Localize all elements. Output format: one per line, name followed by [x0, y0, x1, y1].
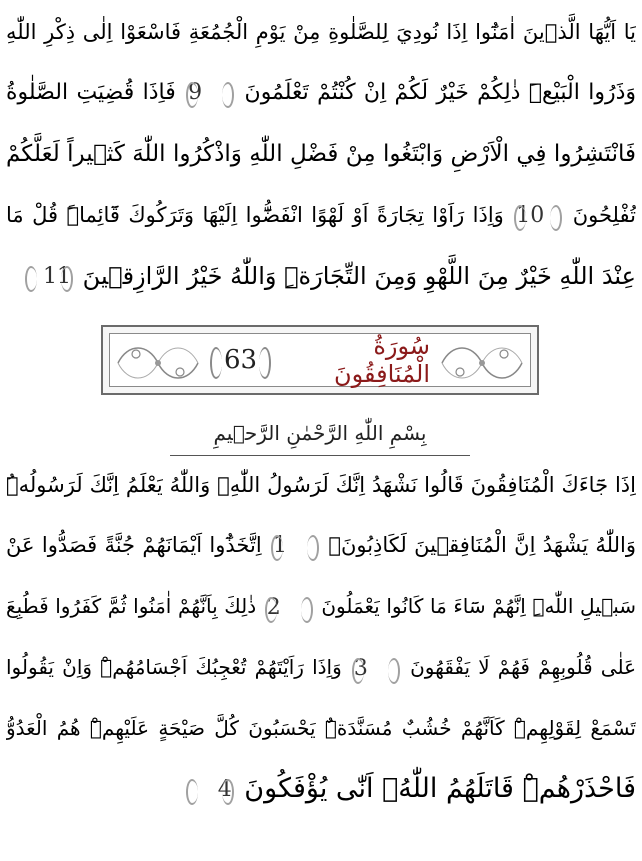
verse-line	[6, 6, 636, 58]
ayah-number-marker: 9	[188, 78, 232, 108]
verse-line	[6, 763, 636, 815]
ayah-number-marker: 11	[27, 262, 71, 292]
verse-text: تَسْمَعْ لِقَوْلِهِمْۜ كَاَنَّهُمْ خُشُبٌ مُسَنَّدَةٌۜ يَحْسَبُونَ كُلَّ صَيْحَةٍ عَلَيْهِمْۜ هُمُ الْعَدُوُّ	[6, 716, 636, 740]
ayah-number-marker: 3	[354, 654, 398, 684]
verse-text: اِتَّخَذُٓوا اَيْمَانَهُمْ جُنَّةً فَصَدُّوا عَنْ	[6, 533, 262, 557]
verse-text: عَلٰى قُلُوبِهِمْ فَهُمْ لَا يَفْقَهُونَ	[410, 655, 636, 679]
basmala: بِسْمِ اللّٰهِ الرَّحْمٰنِ الرَّح۪يمِ	[170, 410, 470, 456]
surah-title	[210, 334, 430, 386]
verse-line	[6, 250, 636, 302]
surah-header-inner	[109, 333, 531, 387]
verse-text: عِنْدَ اللّٰهِ خَيْرٌ مِنَ اللَّهْوِ وَمِنَ التِّجَارَةِۜ وَاللّٰهُ خَيْرُ الرَّازِق۪ينَ	[82, 262, 636, 290]
ayah-number-marker: 1	[273, 531, 317, 561]
verse-line	[6, 459, 636, 511]
surah-header-frame	[101, 325, 539, 395]
verse-text: فَاِذَا قُضِيَتِ الصَّلٰوةُ	[6, 80, 176, 105]
verse-line	[6, 67, 636, 119]
ayah-number-marker: 2	[267, 593, 311, 623]
verse-text: يَا اَيُّهَا الَّذ۪ينَ اٰمَنُٓوا اِذَا نُودِيَ لِلصَّلٰوةِ مِنْ يَوْمِ الْجُمُعَةِ فَاسْعَوْا اِلٰى ذِكْرِ اللّٰهِ	[6, 20, 636, 44]
verse-line	[6, 641, 636, 693]
verse-text: سَب۪يلِ اللّٰهِۜ اِنَّهُمْ سَٓاءَ مَا كَانُوا يَعْمَلُونَ	[321, 594, 636, 618]
verse-text: تُفْلِحُونَ	[572, 203, 636, 227]
verse-text: وَاللّٰهُ يَشْهَدُ اِنَّ الْمُنَافِق۪ينَ لَكَاذِبُونَۚ	[328, 533, 636, 557]
verse-line	[6, 702, 636, 754]
surah-number: 63	[210, 345, 271, 375]
verse-text: وَاِذَا رَاَيْتَهُمْ تُعْجِبُكَ اَجْسَامُهُمْۜ وَاِنْ يَقُولُوا	[6, 655, 342, 679]
ayah-number-marker: 10	[516, 201, 560, 231]
ayah-number-marker: 4	[188, 775, 232, 805]
verse-line	[6, 580, 636, 632]
verse-line	[6, 189, 636, 241]
floral-ornament-icon	[114, 338, 202, 388]
verse-text: اِذَا جَٓاءَكَ الْمُنَافِقُونَ قَالُوا نَشْهَدُ اِنَّكَ لَرَسُولُ اللّٰهِۢ وَاللّٰهُ يَعْلَمُ اِنَّكَ لَرَسُولُهُۜ	[6, 473, 636, 497]
verse-line	[6, 519, 636, 571]
verse-text: فَاحْذَرْهُمْۜ قَاتَلَهُمُ اللّٰهُۘ اَنّٰى يُؤْفَكُونَ	[244, 773, 636, 804]
verse-line	[6, 128, 636, 180]
surah-name: سُورَةُ الْمُنَافِقُونَ	[333, 332, 430, 388]
verse-text: وَاِذَا رَاَوْا تِجَارَةً اَوْ لَهْوًا انْفَضُّٓوا اِلَيْهَا وَتَرَكُوكَ قَٓائِماًۜ قُلْ مَا	[6, 203, 504, 227]
verse-text: وَذَرُوا الْبَيْعَۜ ذٰلِكُمْ خَيْرٌ لَكُمْ اِنْ كُنْتُمْ تَعْلَمُونَ	[244, 80, 636, 105]
floral-ornament-icon	[438, 338, 526, 388]
verse-text: ذٰلِكَ بِاَنَّهُمْ اٰمَنُوا ثُمَّ كَفَرُوا فَطُبِعَ	[6, 594, 257, 618]
verse-text: فَانْتَشِرُوا فِي الْاَرْضِ وَابْتَغُوا مِنْ فَضْلِ اللّٰهِ وَاذْكُرُوا اللّٰهَ كَث۪يراً لَعَلَّكُمْ	[6, 141, 636, 167]
